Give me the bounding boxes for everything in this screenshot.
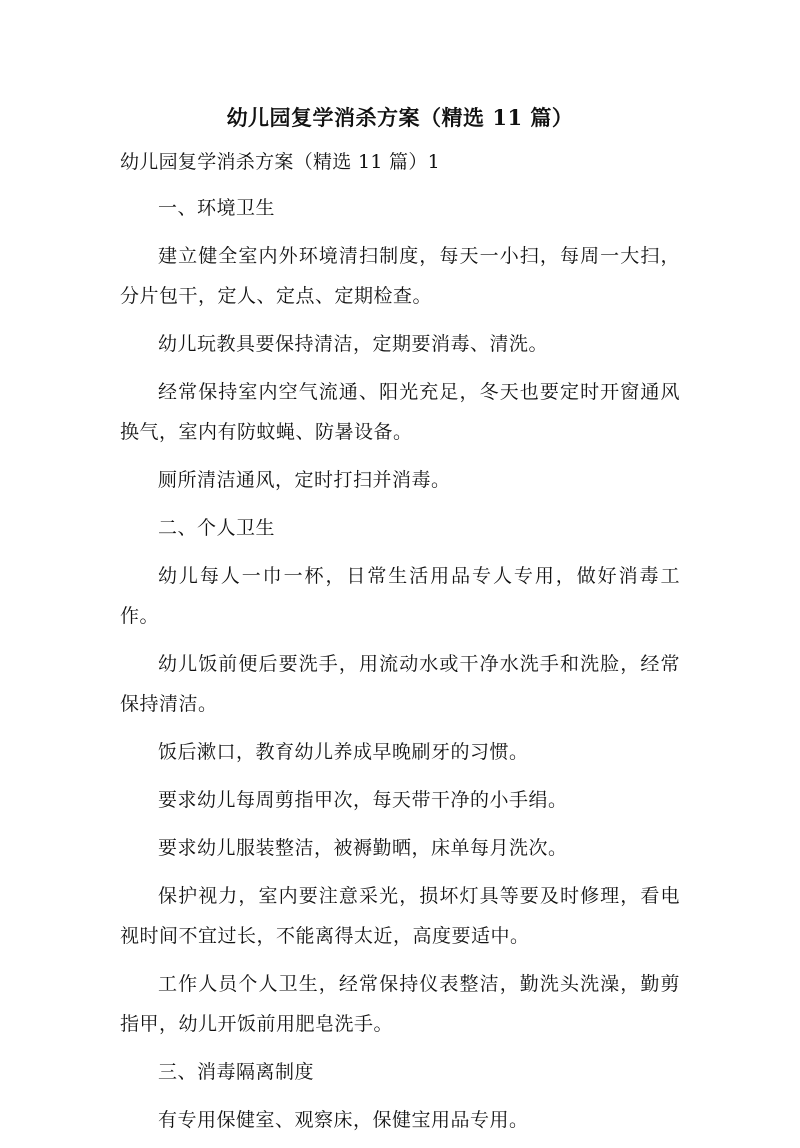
heading-personal-hygiene: 二、个人卫生 [158,517,276,539]
paragraph: 保护视力，室内要注意采光，损坏灯具等要及时修理，看电视时间不宜过长，不能离得太近，高度要适中。 [120,885,680,947]
paragraph: 幼儿玩教具要保持清洁，定期要消毒、清洗。 [158,333,549,355]
heading-disinfection: 三、消毒隔离制度 [158,1061,315,1083]
paragraph: 建立健全室内外环境清扫制度，每天一小扫，每周一大扫，分片包干，定人、定点、定期检查。 [120,245,680,307]
paragraph: 幼儿每人一巾一杯，日常生活用品专人专用，做好消毒工作。 [120,565,680,627]
paragraph: 厕所清洁通风，定时打扫并消毒。 [158,469,451,491]
paragraph: 要求幼儿服装整洁，被褥勤晒，床单每月洗次。 [158,837,568,859]
paragraph: 要求幼儿每周剪指甲次，每天带干净的小手绢。 [158,789,568,811]
paragraph: 工作人员个人卫生，经常保持仪表整洁，勤洗头洗澡，勤剪指甲，幼儿开饭前用肥皂洗手。 [120,973,680,1035]
paragraph: 幼儿饭前便后要洗手，用流动水或干净水洗手和洗脸，经常保持清洁。 [120,653,680,715]
paragraph: 有专用保健室、观察床，保健宝用品专用。 [158,1109,529,1131]
document-title: 幼儿园复学消杀方案（精选 11 篇） [226,105,574,130]
paragraph: 经常保持室内空气流通、阳光充足，冬天也要定时开窗通风换气，室内有防蚊蝇、防暑设备。 [120,381,680,443]
section-heading: 幼儿园复学消杀方案（精选 11 篇）1 [120,151,441,173]
heading-environment: 一、环境卫生 [158,197,276,219]
paragraph: 饭后漱口，教育幼儿养成早晚刷牙的习惯。 [158,741,529,763]
document-body [120,188,680,1148]
